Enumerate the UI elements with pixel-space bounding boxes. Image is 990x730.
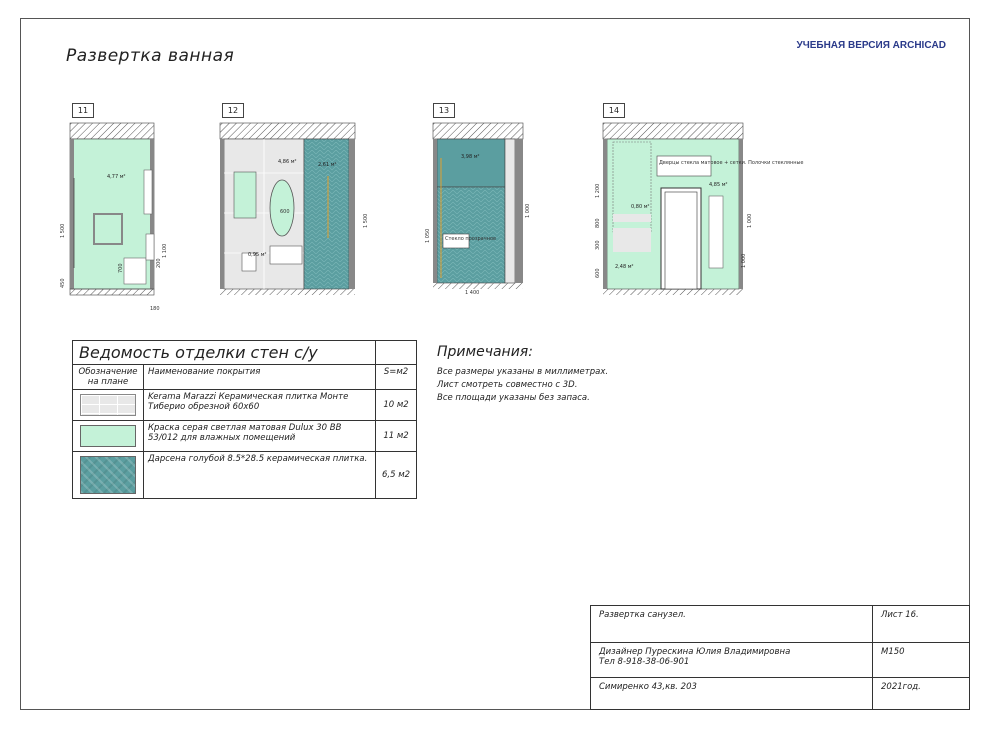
svg-text:1 000: 1 000 [747, 213, 753, 228]
elevation-number-11: 11 [72, 103, 94, 118]
address: Симиренко 43,кв. 203 [591, 678, 873, 710]
designer-name: Дизайнер Пурескина Юлия Владимировна [599, 647, 791, 657]
svg-text:Дверцы стекла матовое + сетки.: Дверцы стекла матовое + сетки. Полочки стеклянные [659, 160, 804, 166]
svg-text:3,98 м²: 3,98 м² [461, 154, 480, 160]
tile-swatch [80, 394, 136, 416]
notes-heading: Примечания: [437, 344, 533, 360]
designer-phone: Тел 8-918-38-06-901 [599, 657, 690, 667]
col-name-header: Наименование покрытия [144, 365, 376, 390]
note-line: Все площади указаны без запаса. [437, 393, 590, 403]
svg-text:0,95 м²: 0,95 м² [248, 252, 267, 258]
elevation-number-13: 13 [433, 103, 455, 118]
paint-swatch [80, 425, 136, 447]
elevation-number-14: 14 [603, 103, 625, 118]
svg-text:800: 800 [595, 218, 601, 228]
note-line: Все размеры указаны в миллиметрах. [437, 367, 609, 377]
svg-text:180: 180 [150, 306, 160, 312]
svg-text:1 500: 1 500 [363, 213, 369, 228]
elevation-12 [220, 118, 370, 298]
svg-text:1 000: 1 000 [741, 253, 747, 268]
scale: М150 [873, 643, 970, 678]
note-line: Лист смотреть совместно с 3D. [437, 380, 578, 390]
page-title: Развертка ванная [66, 46, 235, 66]
finish-schedule-table [72, 340, 417, 499]
svg-text:1 100: 1 100 [162, 243, 168, 258]
svg-text:600: 600 [280, 209, 290, 215]
notes-block [437, 344, 608, 405]
svg-text:300: 300 [595, 240, 601, 250]
svg-text:700: 700 [118, 263, 124, 273]
svg-text:600: 600 [595, 268, 601, 278]
elevation-14 [595, 118, 804, 298]
sheet-number: Лист 16. [873, 606, 970, 643]
watermark: УЧЕБНАЯ ВЕРСИЯ ARCHICAD [796, 40, 946, 51]
elevation-number-12: 12 [222, 103, 244, 118]
svg-text:1 050: 1 050 [425, 228, 431, 243]
col-area-header: S=м2 [376, 365, 417, 390]
svg-text:1 000: 1 000 [525, 203, 531, 218]
col-symbol-header: Обозначение на плане [73, 365, 144, 390]
svg-text:1 500: 1 500 [60, 223, 66, 238]
herringbone-swatch [80, 456, 136, 494]
title-block [590, 605, 970, 710]
table-row: Kerama Marazzi Керамическая плитка Монте Тиберио обрезной 60х60 10 м2 [73, 390, 417, 421]
svg-text:4,85 м²: 4,85 м² [709, 182, 728, 188]
table-row: Дарсена голубой 8.5*28.5 керамическая плитка. 6,5 м2 [73, 452, 417, 499]
svg-text:2,61 м²: 2,61 м² [318, 162, 337, 168]
area-label: 4,77 м² [107, 174, 126, 180]
svg-text:1 400: 1 400 [465, 290, 480, 296]
year: 2021год. [873, 678, 970, 710]
table-row: Краска серая светлая матовая Dulux 30 BB 53/012 для влажных помещений 11 м2 [73, 421, 417, 452]
svg-text:1 200: 1 200 [595, 183, 601, 198]
svg-text:4,86 м²: 4,86 м² [278, 159, 297, 165]
elevation-13 [425, 118, 535, 298]
elevation-11 [62, 118, 172, 313]
drawing-name: Развертка санузел. [591, 606, 873, 643]
svg-text:450: 450 [60, 278, 66, 288]
svg-text:0,80 м²: 0,80 м² [631, 204, 650, 210]
svg-text:200: 200 [156, 258, 162, 268]
svg-text:Стекло прозрачное: Стекло прозрачное [445, 236, 497, 242]
schedule-title: Ведомость отделки стен с/у [73, 341, 376, 365]
svg-text:2,48 м²: 2,48 м² [615, 264, 634, 270]
